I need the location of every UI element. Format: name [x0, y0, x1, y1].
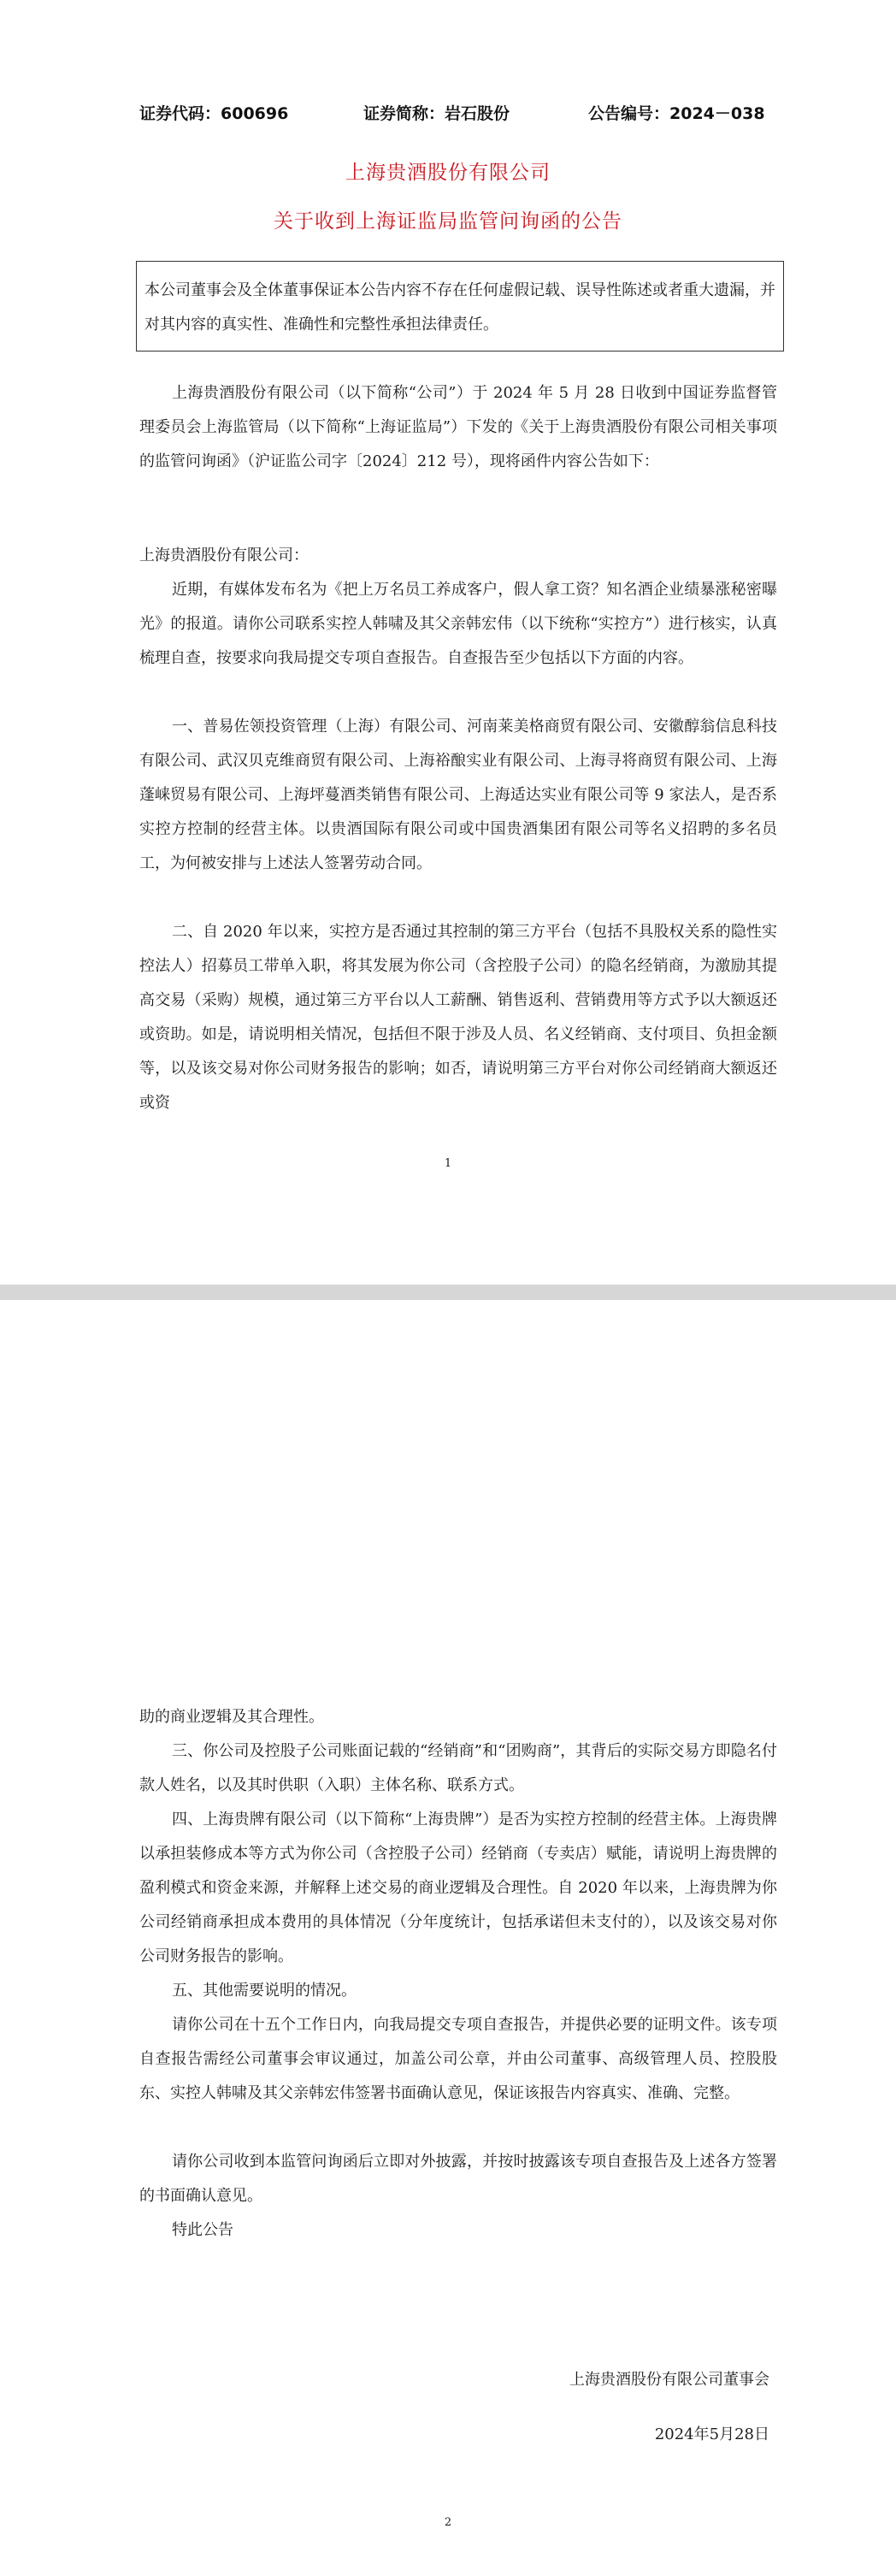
document-page-2 [0, 1300, 896, 2576]
item-four-paragraph: 四、上海贵牌有限公司（以下简称“上海贵牌”）是否为实控方控制的经营主体。上海贵牌以承担装修成本等方式为你公司（含控股子公司）经销商（专卖店）赋能，请说明上海贵牌的盈利模式和资金来源，并解释上述交易的商业逻辑及合理性。自 2020 年以来，上海贵牌为你公司经销商承担成本费用的具体情况（分年度统计，包括承诺但未支付的），以及该交易对你公司财务报告的影响。 [139, 1811, 777, 1965]
page-number: 2 [444, 2516, 452, 2529]
signature-date: 2024年5月28日 [654, 2425, 769, 2443]
item-five-paragraph: 五、其他需要说明的情况。 [172, 1982, 357, 2000]
signature-board: 上海贵酒股份有限公司董事会 [569, 2371, 769, 2389]
paragraph-recent: 近期，有媒体发布名为《把上万名员工养成客户，假人拿工资？知名酒企业绩暴涨秘密曝光》的报道。请你公司联系实控人韩啸及其父亲韩宏伟（以下统称“实控方”）进行核实，认真梳理自查，按要求向我局提交专项自查报告。自查报告至少包括以下方面的内容。 [139, 581, 777, 667]
page-number: 1 [444, 1157, 452, 1170]
request-paragraph: 请你公司在十五个工作日内，向我局提交专项自查报告，并提供必要的证明文件。该专项自查报告需经公司董事会审议通过，加盖公司公章，并由公司董事、高级管理人员、控股股东、实控人韩啸及其父亲韩宏伟签署书面确认意见，保证该报告内容真实、准确、完整。 [139, 2016, 777, 2102]
document-page-1 [0, 0, 896, 1285]
company-title: 上海贵酒股份有限公司 [345, 162, 551, 184]
announcement-number: 公告编号：2024－038 [588, 104, 765, 123]
item-three-paragraph: 三、你公司及控股子公司账面记载的“经销商”和“团购商”，其背后的实际交易方即隐名付款人姓名，以及其时供职（入职）主体名称、联系方式。 [139, 1742, 777, 1794]
item-one-paragraph: 一、普易佐领投资管理（上海）有限公司、河南莱美格商贸有限公司、安徽醇翁信息科技有限公司、武汉贝克维商贸有限公司、上海裕酿实业有限公司、上海寻将商贸有限公司、上海蓬崃贸易有限公司、上海坪蔓酒类销售有限公司、上海适达实业有限公司等 9 家法人，是否系实控方控制的经营主体。以贵酒国际有限公司或中国贵酒集团有限公司等名义招聘的多名员工，为何被安排与上述法人签署劳动合同。 [139, 718, 777, 872]
board-guarantee-box: 本公司董事会及全体董事保证本公告内容不存在任何虚假记载、误导性陈述或者重大遗漏，并对其内容的真实性、准确性和完整性承担法律责任。 [136, 261, 784, 352]
item-two-continued: 助的商业逻辑及其合理性。 [139, 1708, 324, 1726]
item-two-paragraph: 二、自 2020 年以来，实控方是否通过其控制的第三方平台（包括不具股权关系的隐性实控法人）招募员工带单入职，将其发展为你公司（含控股子公司）的隐名经销商，为激励其提高交易（采购）规模，通过第三方平台以人工薪酬、销售返利、营销费用等方式予以大额返还或资助。如是，请说明相关情况，包括但不限于涉及人员、名义经销商、支付项目、负担金额等，以及该交易对你公司财务报告的影响；如否，请说明第三方平台对你公司经销商大额返还或资 [139, 923, 777, 1112]
page-separator [0, 1285, 896, 1300]
intro-paragraph: 上海贵酒股份有限公司（以下简称“公司”）于 2024 年 5 月 28 日收到中国证券监督管理委员会上海监管局（以下简称“上海证监局”）下发的《关于上海贵酒股份有限公司相关事项的监管问询函》（沪证监公司字〔2024〕212 号），现将函件内容公告如下： [139, 384, 777, 470]
security-code: 证券代码：600696 [139, 104, 289, 123]
disclosure-paragraph: 请你公司收到本监管问询函后立即对外披露，并按时披露该专项自查报告及上述各方签署的书面确认意见。 [139, 2153, 777, 2205]
closing-phrase: 特此公告 [172, 2221, 233, 2239]
announcement-title: 关于收到上海证监局监管问询函的公告 [274, 210, 622, 233]
security-abbreviation: 证券简称：岩石股份 [363, 104, 510, 123]
salutation: 上海贵酒股份有限公司： [139, 547, 309, 564]
